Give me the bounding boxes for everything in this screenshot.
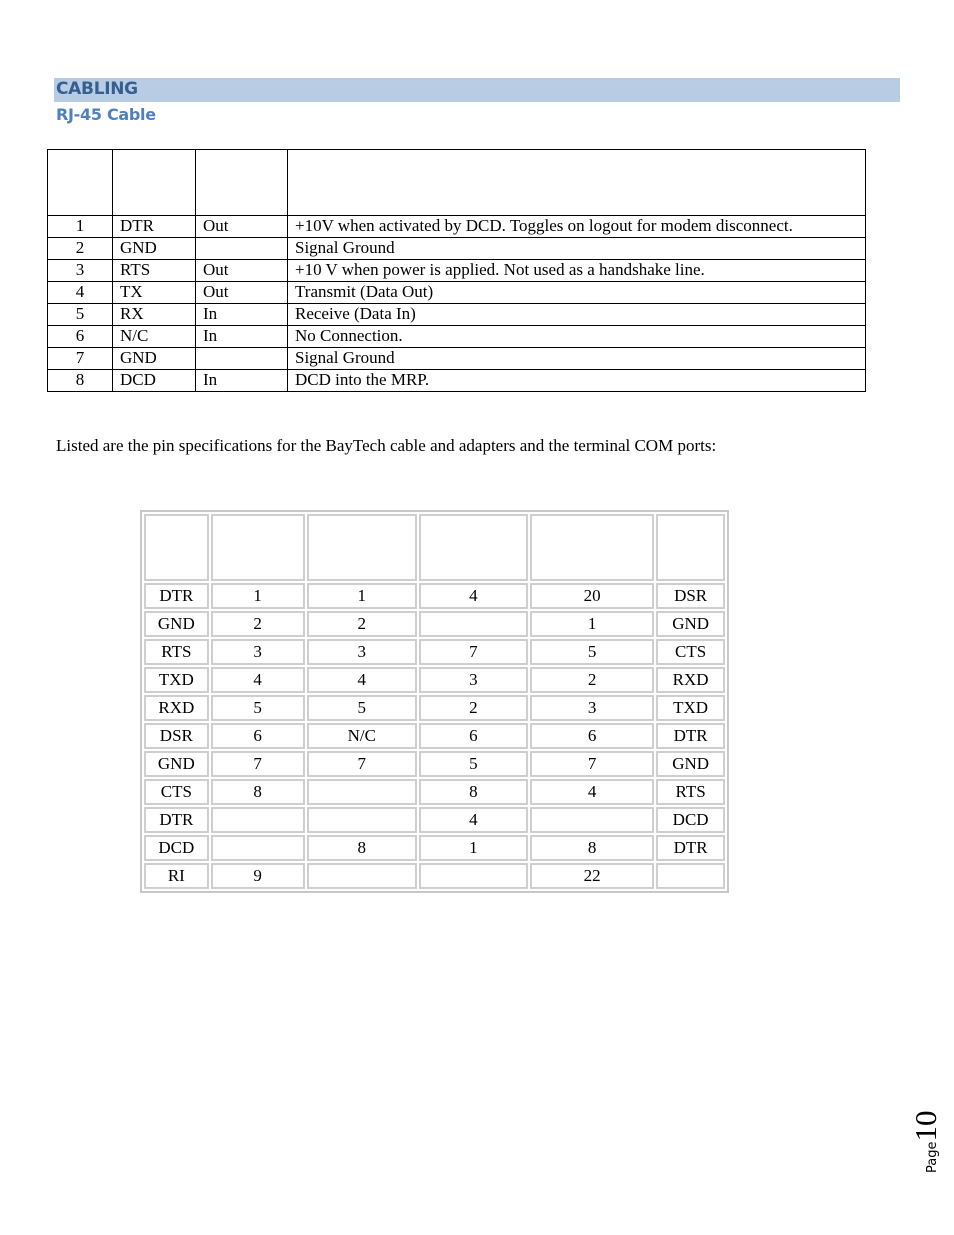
table-cell: 8 [307, 835, 417, 861]
table-cell: 6 [211, 723, 305, 749]
description-cell: Receive (Data In) [288, 304, 866, 326]
pin-cell: 1 [48, 216, 113, 238]
direction-cell: In [196, 304, 288, 326]
description-cell: DCD into the MRP. [288, 370, 866, 392]
table-row [48, 260, 866, 282]
header-cell [530, 514, 654, 581]
table-cell [419, 863, 528, 889]
section-title: CABLING [56, 79, 138, 99]
header-cell [419, 514, 528, 581]
pin-cell: 7 [48, 348, 113, 370]
table-cell: 1 [211, 583, 305, 609]
direction-cell [196, 238, 288, 260]
page-number-value: 10 [908, 1110, 943, 1142]
table-cell: RXD [144, 695, 209, 721]
signal-cell: TX [113, 282, 196, 304]
table-cell: 1 [530, 611, 654, 637]
header-cell [656, 514, 725, 581]
table-cell [656, 863, 725, 889]
table-cell: 7 [211, 751, 305, 777]
table-cell: GND [144, 611, 209, 637]
signal-cell: N/C [113, 326, 196, 348]
table-cell: 2 [530, 667, 654, 693]
table-row [144, 863, 725, 889]
signal-cell: GND [113, 348, 196, 370]
table-cell: 1 [419, 835, 528, 861]
header-cell [211, 514, 305, 581]
table-row [48, 326, 866, 348]
description-cell: No Connection. [288, 326, 866, 348]
table-row [48, 282, 866, 304]
table-cell [211, 807, 305, 833]
signal-cell: DCD [113, 370, 196, 392]
table-cell: CTS [144, 779, 209, 805]
table-cell: 8 [530, 835, 654, 861]
description-cell: +10 V when power is applied. Not used as a handshake line. [288, 260, 866, 282]
page-label: Page [925, 1141, 940, 1173]
table-cell: 4 [307, 667, 417, 693]
table-cell: 3 [419, 667, 528, 693]
table-header-row [48, 150, 866, 216]
table-row [48, 348, 866, 370]
table-cell: 20 [530, 583, 654, 609]
pin-cell: 5 [48, 304, 113, 326]
table-row [48, 370, 866, 392]
page-number [908, 1111, 944, 1173]
table-row [48, 238, 866, 260]
table-cell: DSR [144, 723, 209, 749]
table-cell: RXD [656, 667, 725, 693]
table-cell: 4 [211, 667, 305, 693]
table-cell: DTR [656, 835, 725, 861]
table-cell: DSR [656, 583, 725, 609]
table-cell [530, 807, 654, 833]
table-cell [307, 807, 417, 833]
table-cell: RTS [656, 779, 725, 805]
table-row [48, 216, 866, 238]
direction-cell: In [196, 370, 288, 392]
table-row [144, 751, 725, 777]
intro-paragraph: Listed are the pin specifications for the BayTech cable and adapters and the terminal COM ports: [56, 436, 717, 455]
table-cell: 4 [419, 583, 528, 609]
table-cell: 5 [530, 639, 654, 665]
table-cell [419, 611, 528, 637]
table-cell: 4 [419, 807, 528, 833]
table-row [144, 639, 725, 665]
table-cell: TXD [656, 695, 725, 721]
direction-cell: In [196, 326, 288, 348]
table-cell: GND [144, 751, 209, 777]
header-cell [288, 150, 866, 216]
table-row [144, 667, 725, 693]
table-cell: 2 [211, 611, 305, 637]
table-cell: 6 [419, 723, 528, 749]
direction-cell: Out [196, 216, 288, 238]
table-cell: 7 [530, 751, 654, 777]
description-cell: Signal Ground [288, 348, 866, 370]
rj45-pinout-table [47, 149, 866, 392]
table-header-row [144, 514, 725, 581]
table-row [144, 779, 725, 805]
pin-cell: 6 [48, 326, 113, 348]
pin-cell: 2 [48, 238, 113, 260]
table-cell: 8 [211, 779, 305, 805]
table-cell: DCD [144, 835, 209, 861]
signal-cell: DTR [113, 216, 196, 238]
header-cell [307, 514, 417, 581]
table-row [144, 807, 725, 833]
table-cell: 5 [211, 695, 305, 721]
header-cell [196, 150, 288, 216]
table-cell: 8 [419, 779, 528, 805]
table-cell: RI [144, 863, 209, 889]
pin-cell: 8 [48, 370, 113, 392]
table-cell: 9 [211, 863, 305, 889]
table-cell: N/C [307, 723, 417, 749]
signal-cell: RX [113, 304, 196, 326]
pin-cell: 3 [48, 260, 113, 282]
table-row [144, 695, 725, 721]
header-cell [144, 514, 209, 581]
table-cell: 3 [211, 639, 305, 665]
table-row [48, 304, 866, 326]
table-cell: 3 [307, 639, 417, 665]
table-cell: 5 [307, 695, 417, 721]
table-cell: GND [656, 751, 725, 777]
table-cell: 22 [530, 863, 654, 889]
direction-cell: Out [196, 260, 288, 282]
table-cell [307, 863, 417, 889]
table-cell: DCD [656, 807, 725, 833]
table-cell: 2 [307, 611, 417, 637]
table-cell: TXD [144, 667, 209, 693]
table-cell: 7 [419, 639, 528, 665]
table-cell: 2 [419, 695, 528, 721]
table-cell: GND [656, 611, 725, 637]
description-cell: Transmit (Data Out) [288, 282, 866, 304]
table-cell: DTR [144, 807, 209, 833]
description-cell: +10V when activated by DCD. Toggles on logout for modem disconnect. [288, 216, 866, 238]
table-cell: DTR [144, 583, 209, 609]
table-cell: RTS [144, 639, 209, 665]
table-cell: 3 [530, 695, 654, 721]
table-cell: DTR [656, 723, 725, 749]
header-cell [48, 150, 113, 216]
table-cell: 1 [307, 583, 417, 609]
table-row [144, 583, 725, 609]
table-cell: CTS [656, 639, 725, 665]
section-subtitle: RJ-45 Cable [56, 105, 156, 124]
signal-cell: RTS [113, 260, 196, 282]
table-row [144, 611, 725, 637]
table-row [144, 723, 725, 749]
table-cell: 5 [419, 751, 528, 777]
description-cell: Signal Ground [288, 238, 866, 260]
direction-cell [196, 348, 288, 370]
direction-cell: Out [196, 282, 288, 304]
table-cell: 4 [530, 779, 654, 805]
table-row [144, 835, 725, 861]
signal-cell: GND [113, 238, 196, 260]
pin-spec-table [140, 510, 729, 893]
table-cell: 6 [530, 723, 654, 749]
table-cell [307, 779, 417, 805]
pin-cell: 4 [48, 282, 113, 304]
section-heading-bar [54, 78, 900, 102]
table-cell [211, 835, 305, 861]
table-cell: 7 [307, 751, 417, 777]
header-cell [113, 150, 196, 216]
